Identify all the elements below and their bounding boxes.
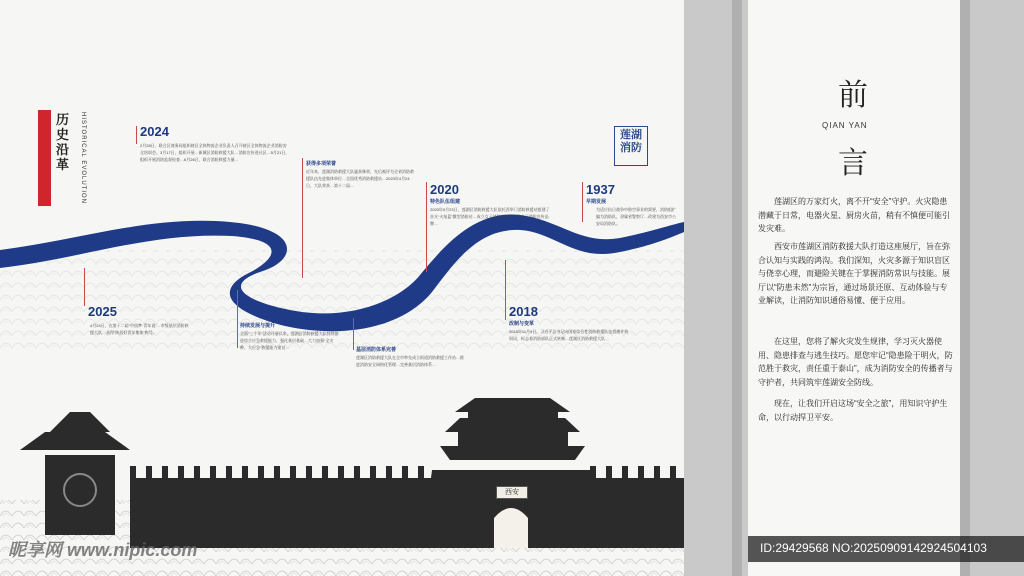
timeline-marker	[136, 126, 137, 144]
event-text: 2020年9月23日，莲湖区消防救援大队依托西华门消防救援站组建了首支“火焰蓝”微型消防站…成立女子消防宣传队…建立了消防宣传品牌…	[430, 207, 550, 226]
image-id: ID:29429568 NO:20250909142924504103	[760, 541, 987, 555]
year-label: 2020	[430, 182, 459, 197]
preface-paragraph: 在这里，您将了解火灾发生规律，学习灭火器使用、隐患排查与逃生技巧。愿您牢记“隐患险于明火，防范胜于救灾，责任重于泰山”，成为消防安全的传播者与守护者，共同筑牢莲湖安全防线。	[758, 337, 953, 387]
preface-heading: 前	[838, 78, 868, 113]
event-text: 近年来，莲湖消防救援大队屡获殊荣，先后被评为全省消防救援队伍先进集体单位…全国优秀消防救援站…2023年4月24日，大队荣获…第十二届…	[306, 169, 414, 188]
divider-stripe	[732, 0, 742, 576]
preface-pinyin: QIAN YAN	[822, 121, 868, 130]
preface-paragraph: 西安市莲湖区消防救援大队打造这座展厅，旨在弥合认知与实践的鸿沟。我们深知，火灾多源于知识盲区与侥幸心理，而避险关键在于掌握消防常识与技能。展厅以“防患未然”为宗旨，通过场景还原、互动体验与专业解读，让消防知识通俗易懂、便于应用。	[758, 242, 950, 305]
event-text: 为适应抗日战争中防空事业的需要，消防组扩编为消防队，隶属省警察厅…改建为西安市公安局消防队。	[596, 207, 676, 226]
timeline-marker	[237, 290, 238, 348]
timeline-marker	[353, 318, 354, 350]
event-title: 持续发展与提升	[240, 323, 276, 329]
seal-stamp: 莲湖消防	[614, 126, 648, 166]
event-title: 早期发展	[586, 199, 607, 205]
event-title: 特色队伍组建	[430, 199, 461, 205]
event-text: 4月24日，在第十二届“中国梦·青年说”…市级基层消防救援大队…获得“陕西好青年集体”称号。	[90, 323, 189, 335]
board-subtitle: HISTORICAL EVOLUTION	[80, 112, 86, 205]
year-label: 1937	[586, 182, 615, 197]
edge-stripe	[960, 0, 970, 576]
year-label: 2018	[509, 304, 538, 319]
event-title: 获得多项荣誉	[306, 161, 337, 167]
title-accent-bar	[38, 110, 51, 206]
year-label: 2025	[88, 304, 117, 319]
event-text: 2018年11月9日，习近平总书记向国家综合性消防救援队伍授旗并致训词，标志着消防部队正式转制…莲湖区消防救援大队…	[509, 329, 629, 341]
timeline-marker	[302, 158, 303, 278]
event-text: 全面“三个年”活动开展以来，莲湖区消防救援大队持续推进综合应急救援能力、强化基层基础…大力加强“全灾种、大应急”救援能力建设…	[240, 331, 339, 350]
event-text: 莲湖区消防救援大队在全市率先成立街道消防救援工作站…推进消防安全网格化管理…完善基层消防体系…	[356, 355, 464, 367]
divider-panel	[684, 0, 748, 576]
watermark-text: 昵享网 www.nipic.com	[8, 540, 198, 560]
board-title: 历史沿革	[56, 112, 70, 172]
timeline-marker	[582, 182, 583, 222]
timeline-marker	[84, 268, 85, 306]
gate-plaque: 西安	[496, 486, 528, 499]
event-title: 改制与变革	[509, 321, 535, 327]
gate-arch	[494, 508, 528, 548]
event-title: 基层消防体系完善	[356, 347, 397, 353]
preface-paragraph: 莲湖区的万家灯火，离不开“安全”守护。火灾隐患潜藏于日常，电器火星、厨房火苗，稍有不慎便可能引发灾难。	[758, 197, 950, 233]
event-text: 2月28日，联合区商务局组织辖区全体物流企业负责人召开辖区全体物流企业消防安全培训会。3月17日，组织开展…新城区消防救援大队…消防宣传进社区…5月21日，组织开展消防监督检查…6月26日，联合消防救援力量…	[140, 143, 290, 162]
preface-paragraph: 现在，让我们开启这场“安全之旅”，用知识守护生命，以行动捍卫平安。	[758, 399, 948, 422]
year-label: 2024	[140, 124, 169, 139]
preface-heading-2: 言	[838, 146, 868, 181]
timeline-marker	[426, 182, 427, 272]
timeline-marker	[505, 260, 506, 320]
edge-panel	[960, 0, 1024, 576]
